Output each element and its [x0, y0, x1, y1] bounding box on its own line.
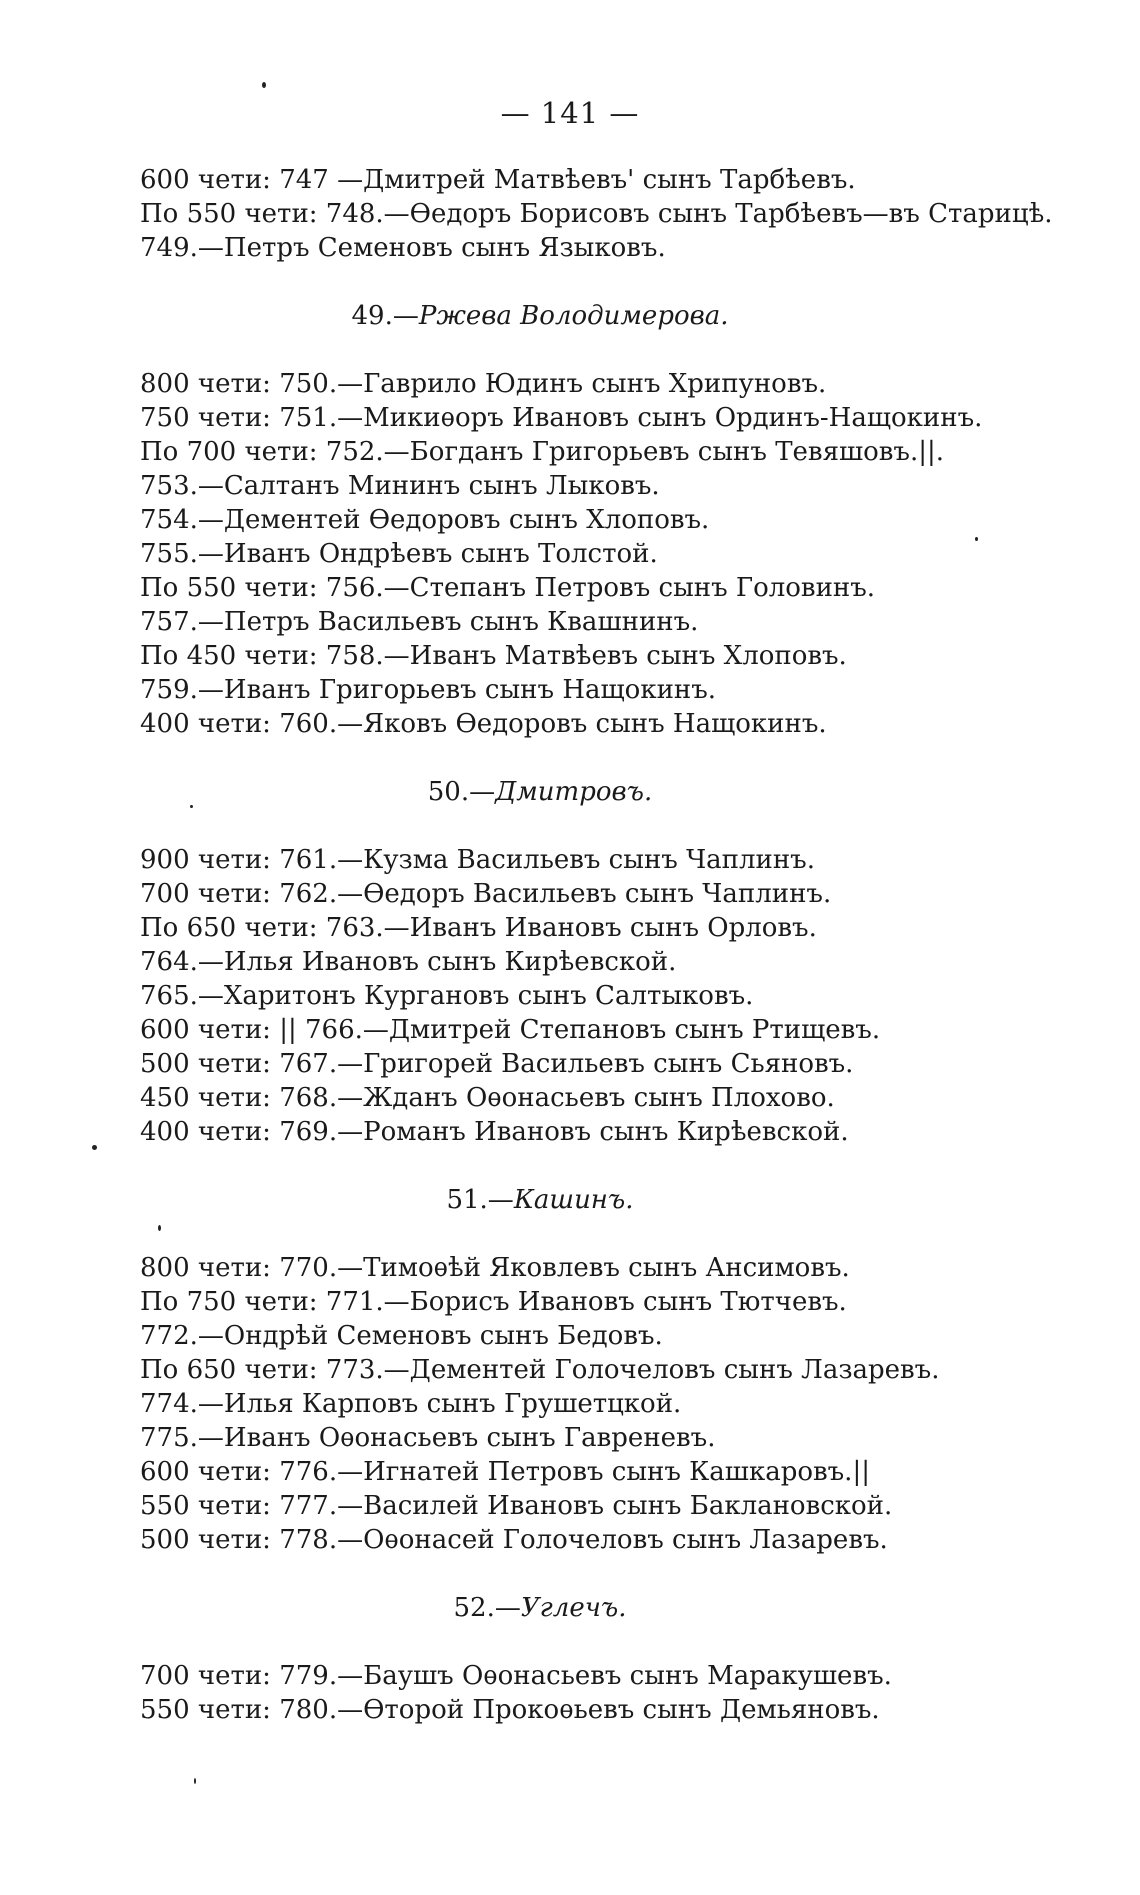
entry-line: По 550 чети: 748.—Ѳедоръ Борисовъ сынъ Тарбѣевъ—въ Старицѣ. — [140, 199, 1053, 229]
entry-line: По 450 чети: 758.—Иванъ Матвѣевъ сынъ Хлоповъ. — [140, 641, 847, 671]
entry-line: 753.—Салтанъ Мининъ сынъ Лыковъ. — [140, 471, 660, 501]
entry-line: 759.—Иванъ Григорьевъ сынъ Нащокинъ. — [140, 675, 717, 705]
section-heading-50 — [140, 775, 940, 809]
entry-line: 774.—Илья Карповъ сынъ Грушетцкой. — [140, 1389, 682, 1419]
section-entries-50 — [140, 843, 1040, 1149]
intro-block — [140, 163, 1053, 265]
section-heading-51 — [140, 1183, 940, 1217]
section-heading-52 — [140, 1591, 940, 1625]
entry-line: По 650 чети: 773.—Дементей Голочеловъ сынъ Лазаревъ. — [140, 1355, 940, 1385]
entry-line: 400 чети: 760.—Яковъ Ѳедоровъ сынъ Нащокинъ. — [140, 709, 827, 739]
section-number: 49.— — [351, 301, 419, 331]
entry-line: 765.—Харитонъ Кургановъ сынъ Салтыковъ. — [140, 981, 754, 1011]
entry-line: 500 чети: 767.—Григорей Васильевъ сынъ Сьяновъ. — [140, 1049, 854, 1079]
entry-line: 700 чети: 762.—Ѳедоръ Васильевъ сынъ Чаплинъ. — [140, 879, 832, 909]
entry-line: 450 чети: 768.—Жданъ Оѳонасьевъ сынъ Плохово. — [140, 1083, 835, 1113]
entry-line: 600 чети: 776.—Игнатей Петровъ сынъ Кашкаровъ.|| — [140, 1457, 870, 1487]
section-entries-51 — [140, 1251, 1040, 1557]
entry-line: 800 чети: 750.—Гаврило Юдинъ сынъ Хрипуновъ. — [140, 369, 827, 399]
scan-speck — [92, 1145, 97, 1150]
entry-line: 500 чети: 778.—Оѳонасей Голочеловъ сынъ Лазаревъ. — [140, 1525, 888, 1555]
entry-line: 550 чети: 777.—Василей Ивановъ сынъ Баклановской. — [140, 1491, 893, 1521]
entry-line: По 750 чети: 771.—Борисъ Ивановъ сынъ Тютчевъ. — [140, 1287, 847, 1317]
entry-line: 749.—Петръ Семеновъ сынъ Языковъ. — [140, 233, 666, 263]
entry-line: По 550 чети: 756.—Степанъ Петровъ сынъ Головинъ. — [140, 573, 876, 603]
scan-speck — [975, 537, 978, 541]
entry-line: 600 чети: 747 —Дмитрей Матвѣевъ' сынъ Тарбѣевъ. — [140, 165, 856, 195]
entry-line: 800 чети: 770.—Тимоѳѣй Яковлевъ сынъ Ансимовъ. — [140, 1253, 850, 1283]
section-entries-52 — [140, 1659, 1040, 1727]
page-number: — 141 — — [500, 96, 640, 130]
scan-speck — [190, 805, 193, 808]
entry-line: 755.—Иванъ Ондрѣевъ сынъ Толстой. — [140, 539, 658, 569]
entry-line: 550 чети: 780.—Ѳторой Прокоѳьевъ сынъ Демьяновъ. — [140, 1695, 880, 1725]
entry-line: 772.—Ондрѣй Семеновъ сынъ Бедовъ. — [140, 1321, 663, 1351]
section-title: Ржева Володимерова. — [418, 301, 729, 331]
entry-line: 400 чети: 769.—Романъ Ивановъ сынъ Кирѣевской. — [140, 1117, 849, 1147]
page-content — [140, 163, 1053, 1727]
scan-speck — [194, 1778, 196, 1784]
scan-speck — [158, 1225, 161, 1231]
section-title: Углечъ. — [520, 1593, 627, 1623]
scan-speck — [262, 82, 266, 88]
entry-line: 757.—Петръ Васильевъ сынъ Квашнинъ. — [140, 607, 699, 637]
entry-line: 700 чети: 779.—Баушъ Оѳонасьевъ сынъ Маракушевъ. — [140, 1661, 892, 1691]
section-title: Кашинъ. — [513, 1185, 634, 1215]
entry-line: 775.—Иванъ Оѳонасьевъ сынъ Гавреневъ. — [140, 1423, 716, 1453]
section-number: 50.— — [427, 777, 496, 807]
section-number: 52.— — [453, 1593, 521, 1623]
section-heading-49 — [140, 299, 940, 333]
entry-line: 750 чети: 751.—Микиѳоръ Ивановъ сынъ Ординъ-Нащокинъ. — [140, 403, 983, 433]
entry-line: 764.—Илья Ивановъ сынъ Кирѣевской. — [140, 947, 677, 977]
entry-line: По 650 чети: 763.—Иванъ Ивановъ сынъ Орловъ. — [140, 913, 817, 943]
entry-line: 600 чети: || 766.—Дмитрей Степановъ сынъ Ртищевъ. — [140, 1015, 881, 1045]
section-entries-49 — [140, 367, 1040, 741]
section-title: Дмитровъ. — [495, 777, 653, 807]
entry-line: 754.—Дементей Ѳедоровъ сынъ Хлоповъ. — [140, 505, 710, 535]
section-number: 51.— — [446, 1185, 514, 1215]
entry-line: 900 чети: 761.—Кузма Васильевъ сынъ Чаплинъ. — [140, 845, 815, 875]
entry-line: По 700 чети: 752.—Богданъ Григорьевъ сынъ Тевяшовъ.||. — [140, 437, 945, 467]
